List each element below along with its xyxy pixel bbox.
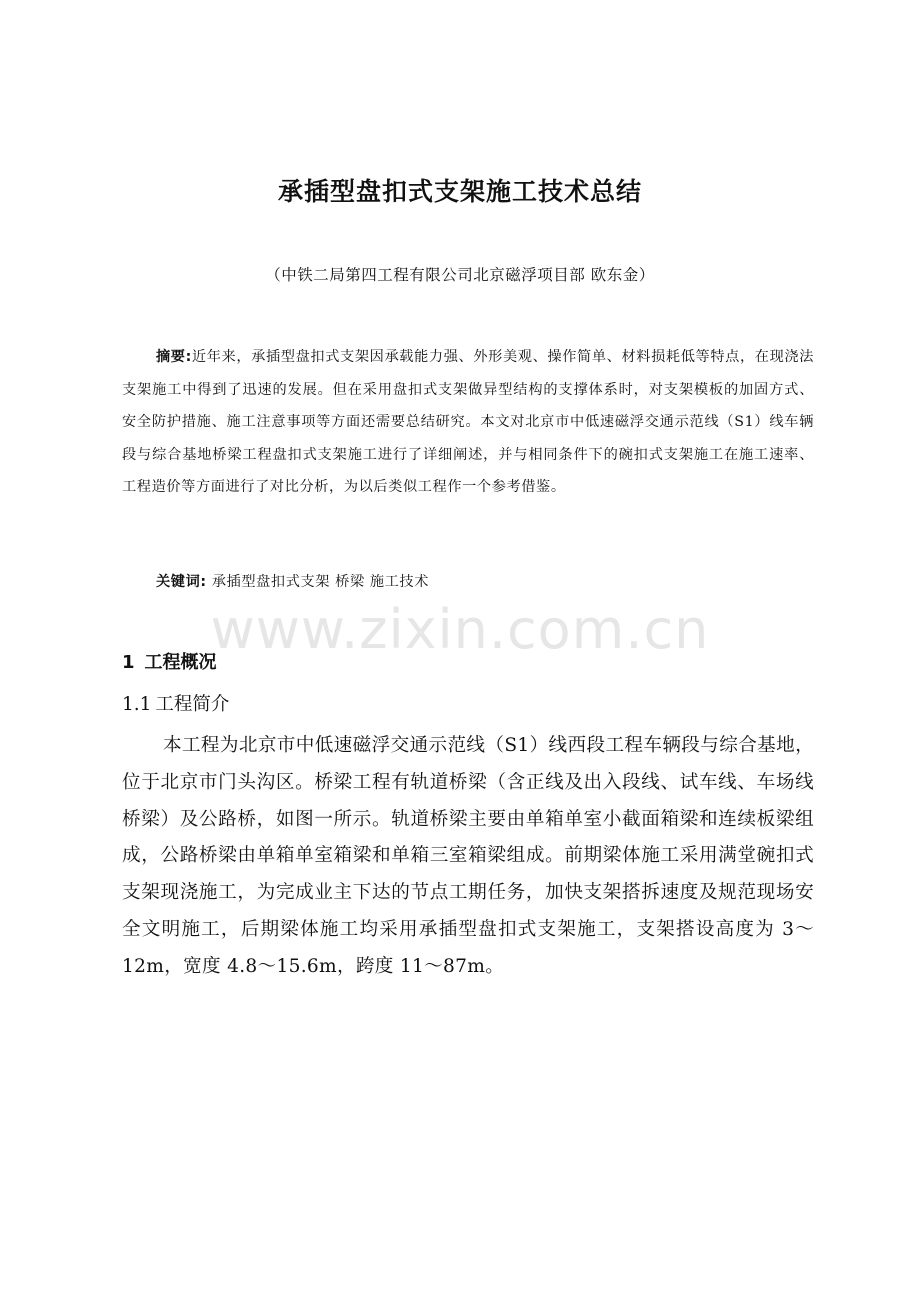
keywords-text: 承插型盘扣式支架 桥梁 施工技术 [211,574,430,590]
keywords-line [156,571,429,591]
subsection-number: 1.1 [122,694,152,715]
abstract-text: 近年来，承插型盘扣式支架因承载能力强、外形美观、操作简单、材料损耗低等特点，在现浇法支架施工中得到了迅速的发展。但在采用盘扣式支架做异型结构的支撑体系时，对支架模板的加固方式、安全防护措施、施工注意事项等方面还需要总结研究。本文对北京市中低速磁浮交通示范线（S1）线车辆段与综合基地桥梁工程盘扣式支架施工进行了详细阐述，并与相同条件下的碗扣式支架施工在施工速率、工程造价等方面进行了对比分析，为以后类似工程作一个参考借鉴。 [122,349,814,495]
section-heading-1 [122,648,217,674]
author-line: （中铁二局第四工程有限公司北京磁浮项目部 欧东金） [265,266,655,284]
abstract-paragraph [122,341,814,504]
section-number: 1 [122,652,135,673]
watermark: www.zixin.com.cn [210,598,710,661]
keywords-label: 关键词: [156,574,207,590]
subsection-title: 工程简介 [155,694,230,715]
section-title: 工程概况 [144,652,217,673]
body-paragraph: 本工程为北京市中低速磁浮交通示范线（S1）线西段工程车辆段与综合基地，位于北京市门头沟区。桥梁工程有轨道桥梁（含正线及出入段线、试车线、车场线桥梁）及公路桥，如图一所示。轨道桥梁主要由单箱单室小截面箱梁和连续板梁组成，公路桥梁由单箱单室箱梁和单箱三室箱梁组成。前期梁体施工采用满堂碗扣式支架现浇施工，为完成业主下达的节点工期任务，加快支架搭拆速度及规范现场安全文明施工，后期梁体施工均采用承插型盘扣式支架施工，支架搭设高度为 3～12m，宽度 4.8～15.6m，跨度 11～87m。 [122,735,814,977]
subsection-heading-1-1 [122,690,229,716]
document-title: 承插型盘扣式支架施工技术总结 [277,177,642,206]
abstract-label: 摘要: [156,349,192,365]
